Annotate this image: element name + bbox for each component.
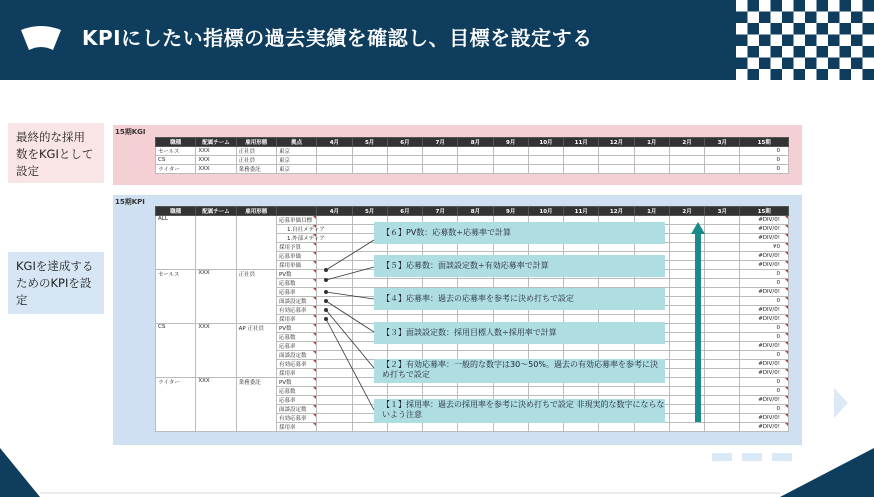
checker-square: [759, 46, 771, 58]
kgi-table: [155, 137, 789, 174]
month-cell[interactable]: [634, 156, 669, 165]
checker-square: [863, 12, 874, 24]
checker-square: [817, 12, 829, 24]
checker-square: [782, 23, 794, 35]
job-cell[interactable]: CS: [156, 324, 196, 378]
team-cell[interactable]: XXX: [196, 156, 236, 165]
kgi-header-cell: 3月: [705, 138, 740, 147]
type-cell[interactable]: 正社員: [236, 270, 276, 324]
total-cell[interactable]: #DIV/0!: [740, 261, 789, 270]
month-cell[interactable]: [705, 405, 740, 414]
month-cell[interactable]: [705, 423, 740, 432]
total-cell[interactable]: #DIV/0!: [740, 288, 789, 297]
month-cell[interactable]: [705, 342, 740, 351]
total-cell[interactable]: 0: [740, 351, 789, 360]
kpi-header-cell: 7月: [423, 207, 458, 216]
comment-marker: [785, 423, 788, 426]
total-cell[interactable]: #DIV/0!: [740, 225, 789, 234]
metric-cell[interactable]: 応募数: [276, 387, 316, 396]
checker-square: [805, 0, 817, 12]
month-cell[interactable]: [705, 396, 740, 405]
comment-marker: [785, 342, 788, 345]
comment-marker: [785, 333, 788, 336]
month-cell[interactable]: [458, 279, 493, 288]
job-cell[interactable]: ALL: [156, 216, 196, 270]
month-cell[interactable]: [528, 147, 563, 156]
month-cell[interactable]: [705, 156, 740, 165]
kgi-header-cell: 15期: [740, 138, 789, 147]
kgi-header-cell: 2月: [669, 138, 704, 147]
kgi-callout: 最終的な採用数をKGIとして設定: [8, 123, 104, 183]
total-cell[interactable]: #DIV/0!: [740, 234, 789, 243]
month-cell[interactable]: [458, 423, 493, 432]
month-cell[interactable]: [705, 225, 740, 234]
month-cell[interactable]: [705, 243, 740, 252]
month-cell[interactable]: [705, 279, 740, 288]
kpi-header-cell: 10月: [528, 207, 563, 216]
checker-square: [828, 69, 840, 81]
comment-marker: [785, 378, 788, 381]
metric-cell[interactable]: 有効応募率: [276, 306, 316, 315]
step-3-box: 【３】面談設定数：採用目標人数÷採用率で計算: [374, 322, 665, 344]
total-cell[interactable]: 0: [740, 405, 789, 414]
kgi-header-cell: 7月: [423, 138, 458, 147]
month-cell[interactable]: [705, 315, 740, 324]
team-cell[interactable]: XXX: [196, 147, 236, 156]
total-cell[interactable]: #DIV/0!: [740, 306, 789, 315]
kpi-header-cell: 9月: [493, 207, 528, 216]
metric-cell[interactable]: 応募率: [276, 396, 316, 405]
month-cell[interactable]: [705, 165, 740, 174]
checker-square: [851, 69, 863, 81]
total-cell[interactable]: 0: [740, 333, 789, 342]
checker-square: [840, 35, 852, 47]
step-6-box: 【６】PV数：応募数÷応募率で計算: [374, 222, 665, 244]
comment-marker: [785, 225, 788, 228]
kgi-header-cell: 11月: [564, 138, 599, 147]
month-cell[interactable]: [423, 279, 458, 288]
checker-square: [851, 0, 863, 12]
total-cell[interactable]: 0: [740, 324, 789, 333]
month-cell[interactable]: [564, 156, 599, 165]
month-cell[interactable]: [705, 378, 740, 387]
kgi-section-label: 15期KGI: [115, 128, 146, 136]
kgi-header-cell: 8月: [458, 138, 493, 147]
month-cell[interactable]: [705, 351, 740, 360]
month-cell[interactable]: [599, 279, 634, 288]
type-cell[interactable]: 業務委託: [236, 378, 276, 432]
metric-cell[interactable]: 有効応募率: [276, 360, 316, 369]
comment-marker: [785, 234, 788, 237]
total-cell[interactable]: #DIV/0!: [740, 216, 789, 225]
month-cell[interactable]: [669, 165, 704, 174]
metric-cell[interactable]: 面談設定数: [276, 351, 316, 360]
month-cell[interactable]: [528, 165, 563, 174]
team-cell[interactable]: XXX: [196, 378, 236, 432]
comment-marker: [785, 369, 788, 372]
kgi-header-cell: 6月: [387, 138, 422, 147]
kpi-header-cell: 12月: [599, 207, 634, 216]
up-arrow-icon: [691, 222, 705, 422]
kpi-header-cell: 6月: [387, 207, 422, 216]
checker-square: [759, 0, 771, 12]
comment-marker: [785, 324, 788, 327]
metric-cell[interactable]: 1.自社メディア: [276, 225, 316, 234]
metric-cell[interactable]: 応募単価目標: [276, 216, 316, 225]
kgi-header-cell: 5月: [352, 138, 387, 147]
kgi-header-cell: 4月: [317, 138, 352, 147]
checker-square: [805, 69, 817, 81]
checker-square: [771, 58, 783, 70]
checker-square: [771, 12, 783, 24]
comment-marker: [785, 288, 788, 291]
metric-cell[interactable]: 応募率: [276, 288, 316, 297]
month-cell[interactable]: [387, 156, 422, 165]
checker-square: [851, 23, 863, 35]
checker-square: [863, 58, 874, 70]
month-cell[interactable]: [705, 288, 740, 297]
month-cell[interactable]: [705, 306, 740, 315]
base-cell[interactable]: 東京: [276, 165, 316, 174]
month-cell[interactable]: [387, 423, 422, 432]
kpi-callout: KGIを達成するためのKPIを設定: [8, 252, 104, 314]
month-cell[interactable]: [528, 156, 563, 165]
comment-marker: [785, 351, 788, 354]
metric-cell[interactable]: 1.外部メディア: [276, 234, 316, 243]
metric-cell[interactable]: 有効応募率: [276, 414, 316, 423]
month-cell[interactable]: [352, 165, 387, 174]
step-2-box: 【２】有効応募率：一般的な数字は30〜50%。過去の有効応募率を参考に決め打ちで設定: [374, 359, 665, 383]
kpi-header-cell: 雇用形態: [236, 207, 276, 216]
month-cell[interactable]: [528, 387, 563, 396]
kgi-header-cell: 職種: [156, 138, 196, 147]
comment-marker: [785, 396, 788, 399]
total-cell[interactable]: #DIV/0!: [740, 252, 789, 261]
month-cell[interactable]: [634, 165, 669, 174]
metric-cell[interactable]: 応募単価: [276, 252, 316, 261]
checker-square: [736, 69, 748, 81]
checker-square: [794, 35, 806, 47]
type-cell[interactable]: 業務委託: [236, 165, 276, 174]
metric-cell[interactable]: 応募率: [276, 342, 316, 351]
comment-marker: [785, 414, 788, 417]
table-row: [156, 156, 789, 165]
month-cell[interactable]: [387, 165, 422, 174]
job-cell[interactable]: セールス: [156, 147, 196, 156]
month-cell[interactable]: [387, 279, 422, 288]
month-cell[interactable]: [599, 423, 634, 432]
month-cell[interactable]: [458, 156, 493, 165]
month-cell[interactable]: [705, 216, 740, 225]
month-cell[interactable]: [493, 147, 528, 156]
step-5-box: 【５】応募数：面談設定数÷有効応募率で計算: [374, 255, 665, 277]
kgi-header-cell: 12月: [599, 138, 634, 147]
month-cell[interactable]: [528, 423, 563, 432]
checker-square: [851, 46, 863, 58]
job-cell[interactable]: CS: [156, 156, 196, 165]
connector-lines: [290, 215, 380, 445]
month-cell[interactable]: [458, 165, 493, 174]
job-cell[interactable]: ライター: [156, 165, 196, 174]
metric-cell[interactable]: 採用単価: [276, 261, 316, 270]
metric-cell[interactable]: PV数: [276, 378, 316, 387]
kgi-panel: [113, 125, 802, 185]
month-cell[interactable]: [423, 423, 458, 432]
total-cell[interactable]: #DIV/0!: [740, 342, 789, 351]
month-cell[interactable]: [705, 297, 740, 306]
comment-marker: [785, 405, 788, 408]
base-cell[interactable]: 東京: [276, 156, 316, 165]
total-cell[interactable]: 0: [740, 156, 789, 165]
month-cell[interactable]: [493, 156, 528, 165]
month-cell[interactable]: [705, 261, 740, 270]
checker-square: [794, 58, 806, 70]
checker-square: [828, 46, 840, 58]
month-cell[interactable]: [599, 387, 634, 396]
month-cell[interactable]: [705, 369, 740, 378]
month-cell[interactable]: [705, 234, 740, 243]
metric-cell[interactable]: PV数: [276, 324, 316, 333]
metric-cell[interactable]: 面談設定数: [276, 297, 316, 306]
metric-cell[interactable]: 採用率: [276, 369, 316, 378]
comment-marker: [785, 252, 788, 255]
metric-cell[interactable]: 採用予算: [276, 243, 316, 252]
month-cell[interactable]: [599, 165, 634, 174]
month-cell[interactable]: [705, 147, 740, 156]
total-cell[interactable]: 0: [740, 297, 789, 306]
checker-square: [736, 46, 748, 58]
month-cell[interactable]: [599, 156, 634, 165]
checker-square: [840, 58, 852, 70]
total-cell[interactable]: #DIV/0!: [740, 414, 789, 423]
month-cell[interactable]: [423, 147, 458, 156]
footer-decoration: [0, 448, 874, 497]
team-cell[interactable]: XXX: [196, 324, 236, 378]
checker-square: [805, 46, 817, 58]
month-cell[interactable]: [423, 156, 458, 165]
checker-decoration: [736, 0, 874, 80]
type-cell[interactable]: 正社員: [236, 156, 276, 165]
kpi-header-cell: 職種: [156, 207, 196, 216]
total-cell[interactable]: #DIV/0!: [740, 315, 789, 324]
metric-cell[interactable]: PV数: [276, 270, 316, 279]
month-cell[interactable]: [493, 387, 528, 396]
checker-square: [817, 58, 829, 70]
type-cell[interactable]: AP 正社員: [236, 324, 276, 378]
month-cell[interactable]: [705, 333, 740, 342]
table-row: [156, 147, 789, 156]
step-1-box: 【１】採用率：過去の採用率を参考に決め打ちで設定 非現実的な数字にならないよう注意: [374, 399, 665, 423]
month-cell[interactable]: [634, 279, 669, 288]
kpi-header-cell: 11月: [564, 207, 599, 216]
month-cell[interactable]: [705, 360, 740, 369]
comment-marker: [785, 279, 788, 282]
month-cell[interactable]: [705, 252, 740, 261]
total-cell[interactable]: 0: [740, 387, 789, 396]
team-cell[interactable]: [196, 216, 236, 270]
kpi-header-cell: 2月: [669, 207, 704, 216]
month-cell[interactable]: [705, 270, 740, 279]
kpi-header-cell: 配属チーム: [196, 207, 236, 216]
kpi-header-cell: 15期: [740, 207, 789, 216]
month-cell[interactable]: [669, 156, 704, 165]
page-header: [0, 0, 874, 80]
month-cell[interactable]: [493, 165, 528, 174]
checker-square: [748, 35, 760, 47]
month-cell[interactable]: [564, 423, 599, 432]
month-cell[interactable]: [423, 165, 458, 174]
checker-square: [794, 12, 806, 24]
month-cell[interactable]: [493, 423, 528, 432]
total-cell[interactable]: 0: [740, 165, 789, 174]
comment-marker: [785, 216, 788, 219]
month-cell[interactable]: [352, 156, 387, 165]
comment-marker: [785, 243, 788, 246]
month-cell[interactable]: [705, 414, 740, 423]
checker-square: [805, 23, 817, 35]
total-cell[interactable]: 0: [740, 147, 789, 156]
team-cell[interactable]: XXX: [196, 165, 236, 174]
comment-marker: [785, 306, 788, 309]
checker-square: [759, 23, 771, 35]
month-cell[interactable]: [705, 324, 740, 333]
base-cell[interactable]: 東京: [276, 147, 316, 156]
checker-square: [828, 23, 840, 35]
metric-cell[interactable]: 採用率: [276, 315, 316, 324]
comment-marker: [785, 270, 788, 273]
page-title: KPIにしたい指標の過去実績を確認し、目標を設定する: [82, 26, 593, 50]
checker-square: [748, 12, 760, 24]
total-cell[interactable]: #DIV/0!: [740, 369, 789, 378]
total-cell[interactable]: 0: [740, 378, 789, 387]
month-cell[interactable]: [599, 147, 634, 156]
checker-square: [736, 0, 748, 12]
month-cell[interactable]: [352, 147, 387, 156]
type-cell[interactable]: [236, 216, 276, 270]
kgi-header-cell: 雇用形態: [236, 138, 276, 147]
fan-icon: [18, 24, 64, 52]
month-cell[interactable]: [387, 387, 422, 396]
month-cell[interactable]: [493, 279, 528, 288]
month-cell[interactable]: [564, 165, 599, 174]
month-cell[interactable]: [423, 387, 458, 396]
checker-square: [736, 23, 748, 35]
checker-square: [817, 35, 829, 47]
month-cell[interactable]: [387, 147, 422, 156]
job-cell[interactable]: ライター: [156, 378, 196, 432]
kgi-header-cell: 拠点: [276, 138, 316, 147]
total-cell[interactable]: #DIV/0!: [740, 360, 789, 369]
metric-cell[interactable]: 採用率: [276, 423, 316, 432]
month-cell[interactable]: [458, 387, 493, 396]
metric-cell[interactable]: 応募数: [276, 279, 316, 288]
month-cell[interactable]: [634, 147, 669, 156]
kpi-section-label: 15期KPI: [115, 198, 145, 206]
total-cell[interactable]: ¥0: [740, 243, 789, 252]
month-cell[interactable]: [564, 279, 599, 288]
checker-square: [840, 12, 852, 24]
month-cell[interactable]: [634, 387, 669, 396]
month-cell[interactable]: [669, 147, 704, 156]
metric-cell[interactable]: 応募数: [276, 333, 316, 342]
kgi-header-cell: 9月: [493, 138, 528, 147]
kpi-header-cell: 4月: [317, 207, 352, 216]
kgi-header-cell: 配属チーム: [196, 138, 236, 147]
kgi-header-cell: 1月: [634, 138, 669, 147]
comment-marker: [785, 387, 788, 390]
month-cell[interactable]: [528, 279, 563, 288]
kgi-header-cell: 10月: [528, 138, 563, 147]
kpi-header-cell: 1月: [634, 207, 669, 216]
comment-marker: [785, 360, 788, 363]
checker-square: [782, 46, 794, 58]
comment-marker: [785, 261, 788, 264]
total-cell[interactable]: #DIV/0!: [740, 396, 789, 405]
table-row: [156, 165, 789, 174]
checker-square: [748, 58, 760, 70]
comment-marker: [785, 315, 788, 318]
month-cell[interactable]: [317, 147, 352, 156]
month-cell[interactable]: [705, 387, 740, 396]
metric-cell[interactable]: 面談設定数: [276, 405, 316, 414]
month-cell[interactable]: [669, 423, 704, 432]
checker-square: [771, 35, 783, 47]
total-cell[interactable]: 0: [740, 270, 789, 279]
month-cell[interactable]: [564, 387, 599, 396]
kpi-header-cell: 8月: [458, 207, 493, 216]
total-cell[interactable]: #DIV/0!: [740, 423, 789, 432]
month-cell[interactable]: [564, 147, 599, 156]
checker-square: [863, 35, 874, 47]
month-cell[interactable]: [317, 156, 352, 165]
step-4-box: 【４】応募率：過去の応募率を参考に決め打ちで設定: [374, 288, 665, 310]
checker-square: [759, 69, 771, 81]
checker-square: [828, 0, 840, 12]
month-cell[interactable]: [458, 147, 493, 156]
checker-square: [782, 0, 794, 12]
checker-square: [782, 69, 794, 81]
job-cell[interactable]: セールス: [156, 270, 196, 324]
kpi-header-cell: 5月: [352, 207, 387, 216]
type-cell[interactable]: 正社員: [236, 147, 276, 156]
comment-marker: [785, 297, 788, 300]
month-cell[interactable]: [317, 165, 352, 174]
kpi-header-cell: 3月: [705, 207, 740, 216]
month-cell[interactable]: [634, 423, 669, 432]
total-cell[interactable]: 0: [740, 279, 789, 288]
team-cell[interactable]: XXX: [196, 270, 236, 324]
